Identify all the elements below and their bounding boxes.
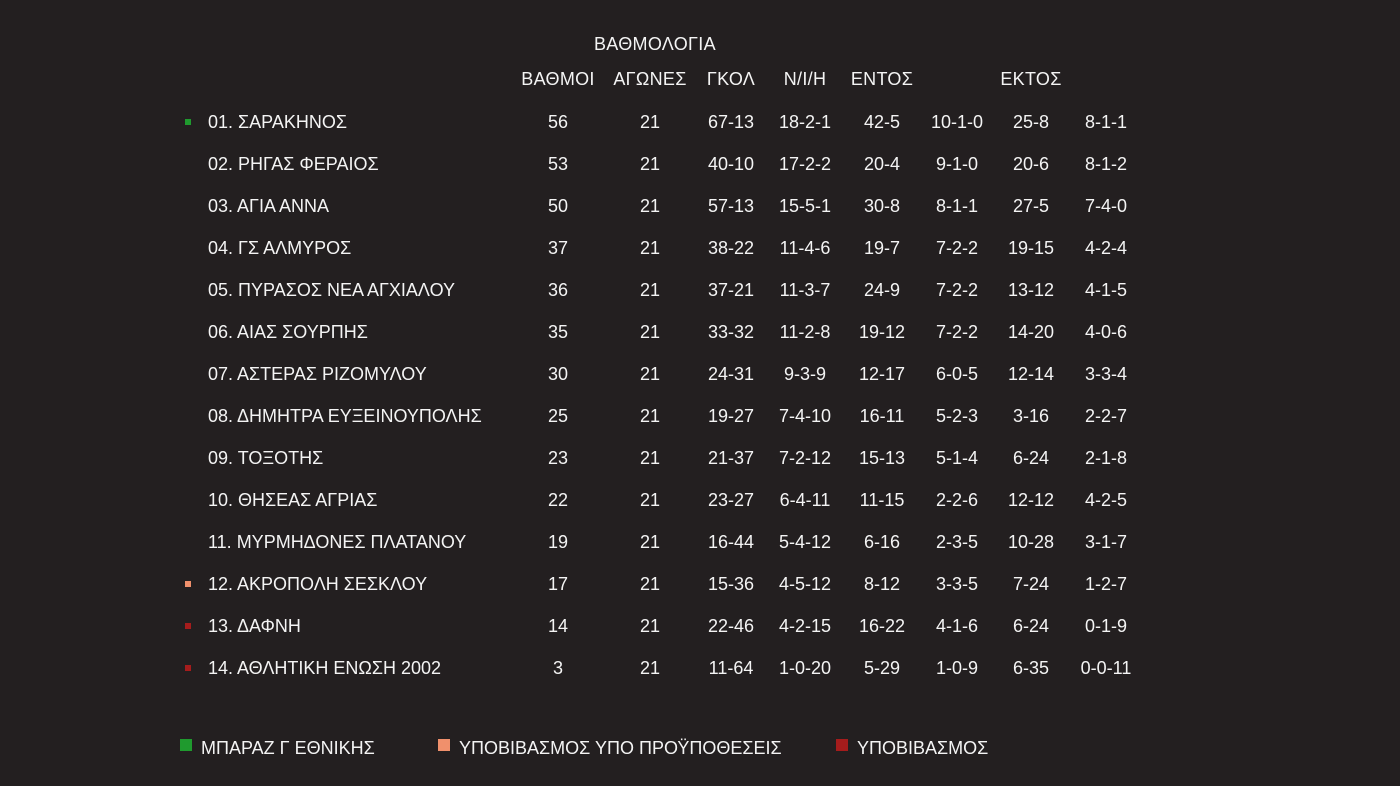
header-goals: ΓΚΟΛ bbox=[706, 69, 756, 89]
cell-goals: 22-46 bbox=[707, 616, 755, 636]
cell-points: 50 bbox=[547, 196, 569, 216]
cell-away-record: 4-2-4 bbox=[1084, 238, 1128, 258]
cell-goals: 37-21 bbox=[707, 280, 755, 300]
cell-home-goals: 15-13 bbox=[858, 448, 906, 468]
cell-record: 9-3-9 bbox=[783, 364, 827, 384]
table-row bbox=[0, 611, 1400, 641]
table-row bbox=[0, 359, 1400, 389]
team-name: 05. ΠΥΡΑΣΟΣ ΝΕΑ ΑΓΧΙΑΛΟΥ bbox=[208, 280, 455, 300]
cell-games: 21 bbox=[639, 616, 661, 636]
table-row bbox=[0, 107, 1400, 137]
cell-points: 22 bbox=[547, 490, 569, 510]
cell-away-goals: 3-16 bbox=[1012, 406, 1050, 426]
cell-away-goals: 6-35 bbox=[1012, 658, 1050, 678]
cell-home-record: 7-2-2 bbox=[935, 322, 979, 342]
cell-games: 21 bbox=[639, 112, 661, 132]
cell-points: 19 bbox=[547, 532, 569, 552]
cell-goals: 38-22 bbox=[707, 238, 755, 258]
cell-goals: 21-37 bbox=[707, 448, 755, 468]
cell-home-record: 2-3-5 bbox=[935, 532, 979, 552]
cell-away-record: 7-4-0 bbox=[1084, 196, 1128, 216]
team-name: 03. ΑΓΙΑ ΑΝΝΑ bbox=[208, 196, 329, 216]
cell-record: 7-4-10 bbox=[778, 406, 832, 426]
cell-home-goals: 19-12 bbox=[858, 322, 906, 342]
cell-games: 21 bbox=[639, 490, 661, 510]
cell-record: 18-2-1 bbox=[778, 112, 832, 132]
cell-away-goals: 12-12 bbox=[1007, 490, 1055, 510]
table-row bbox=[0, 149, 1400, 179]
cell-away-goals: 20-6 bbox=[1012, 154, 1050, 174]
cell-away-record: 3-1-7 bbox=[1084, 532, 1128, 552]
cell-games: 21 bbox=[639, 448, 661, 468]
cell-home-goals: 24-9 bbox=[863, 280, 901, 300]
cell-record: 11-2-8 bbox=[779, 322, 831, 342]
cell-points: 37 bbox=[547, 238, 569, 258]
cell-away-goals: 6-24 bbox=[1012, 616, 1050, 636]
team-name: 08. ΔΗΜΗΤΡΑ ΕΥΞΕΙΝΟΥΠΟΛΗΣ bbox=[208, 406, 482, 426]
team-name: 01. ΣΑΡΑΚΗΝΟΣ bbox=[208, 112, 347, 132]
team-name: 04. ΓΣ ΑΛΜΥΡΟΣ bbox=[208, 238, 352, 258]
cell-away-goals: 10-28 bbox=[1007, 532, 1055, 552]
table-row bbox=[0, 443, 1400, 473]
cell-points: 23 bbox=[547, 448, 569, 468]
cell-home-goals: 6-16 bbox=[863, 532, 901, 552]
cell-home-record: 5-2-3 bbox=[935, 406, 979, 426]
legend-label: ΥΠΟΒΙΒΑΣΜΟΣ ΥΠΟ ΠΡΟΫΠΟΘΕΣΕΙΣ bbox=[459, 738, 782, 758]
table-row bbox=[0, 275, 1400, 305]
cell-home-goals: 8-12 bbox=[863, 574, 901, 594]
cell-away-record: 3-3-4 bbox=[1084, 364, 1128, 384]
cell-away-goals: 25-8 bbox=[1012, 112, 1050, 132]
team-name: 13. ΔΑΦΝΗ bbox=[208, 616, 301, 636]
table-row bbox=[0, 191, 1400, 221]
cell-games: 21 bbox=[639, 574, 661, 594]
table-row bbox=[0, 401, 1400, 431]
cell-away-goals: 14-20 bbox=[1007, 322, 1055, 342]
cell-points: 25 bbox=[547, 406, 569, 426]
cell-goals: 23-27 bbox=[707, 490, 755, 510]
header-home: ΕΝΤΟΣ bbox=[850, 69, 914, 89]
cell-points: 36 bbox=[547, 280, 569, 300]
cell-away-goals: 6-24 bbox=[1012, 448, 1050, 468]
cell-games: 21 bbox=[639, 238, 661, 258]
cell-points: 56 bbox=[547, 112, 569, 132]
cell-home-record: 7-2-2 bbox=[935, 238, 979, 258]
cell-points: 17 bbox=[547, 574, 569, 594]
cell-goals: 19-27 bbox=[707, 406, 755, 426]
cell-goals: 24-31 bbox=[707, 364, 755, 384]
cell-home-record: 2-2-6 bbox=[935, 490, 979, 510]
cell-away-record: 0-1-9 bbox=[1084, 616, 1128, 636]
legend-label: ΜΠΑΡΑΖ Γ ΕΘΝΙΚΗΣ bbox=[201, 738, 375, 758]
cell-record: 4-2-15 bbox=[778, 616, 832, 636]
cell-goals: 11-64 bbox=[708, 658, 754, 678]
cell-home-record: 8-1-1 bbox=[935, 196, 979, 216]
cell-record: 15-5-1 bbox=[778, 196, 832, 216]
cell-home-goals: 5-29 bbox=[863, 658, 901, 678]
cell-away-goals: 7-24 bbox=[1012, 574, 1050, 594]
cell-home-goals: 30-8 bbox=[863, 196, 901, 216]
cell-away-goals: 27-5 bbox=[1012, 196, 1050, 216]
cell-home-goals: 16-11 bbox=[859, 406, 905, 426]
cell-away-record: 1-2-7 bbox=[1084, 574, 1128, 594]
legend-swatch-icon bbox=[438, 739, 450, 751]
cell-away-record: 0-0-11 bbox=[1080, 658, 1132, 678]
header-games: ΑΓΩΝΕΣ bbox=[613, 69, 687, 89]
conditional-relegation-marker-icon bbox=[185, 581, 191, 587]
table-row bbox=[0, 653, 1400, 683]
cell-goals: 33-32 bbox=[707, 322, 755, 342]
legend-swatch-icon bbox=[180, 739, 192, 751]
cell-away-record: 8-1-2 bbox=[1084, 154, 1128, 174]
team-name: 09. ΤΟΞΟΤΗΣ bbox=[208, 448, 324, 468]
cell-home-goals: 11-15 bbox=[859, 490, 905, 510]
cell-record: 17-2-2 bbox=[778, 154, 832, 174]
team-name: 10. ΘΗΣΕΑΣ ΑΓΡΙΑΣ bbox=[208, 490, 378, 510]
cell-points: 3 bbox=[552, 658, 564, 678]
cell-record: 11-4-6 bbox=[779, 238, 831, 258]
cell-record: 1-0-20 bbox=[778, 658, 832, 678]
header-record: Ν/Ι/Η bbox=[783, 69, 827, 89]
cell-goals: 15-36 bbox=[707, 574, 755, 594]
relegation-marker-icon bbox=[185, 665, 191, 671]
cell-record: 6-4-11 bbox=[779, 490, 831, 510]
promotion-marker-icon bbox=[185, 119, 191, 125]
table-row bbox=[0, 317, 1400, 347]
cell-games: 21 bbox=[639, 280, 661, 300]
cell-games: 21 bbox=[639, 154, 661, 174]
table-row bbox=[0, 569, 1400, 599]
table-row bbox=[0, 233, 1400, 263]
cell-games: 21 bbox=[639, 364, 661, 384]
cell-points: 53 bbox=[547, 154, 569, 174]
team-name: 02. ΡΗΓΑΣ ΦΕΡΑΙΟΣ bbox=[208, 154, 379, 174]
cell-away-record: 4-0-6 bbox=[1084, 322, 1128, 342]
table-row bbox=[0, 485, 1400, 515]
cell-away-goals: 12-14 bbox=[1007, 364, 1055, 384]
relegation-marker-icon bbox=[185, 623, 191, 629]
cell-home-goals: 20-4 bbox=[863, 154, 901, 174]
team-name: 07. ΑΣΤΕΡΑΣ ΡΙΖΟΜΥΛΟΥ bbox=[208, 364, 427, 384]
cell-points: 35 bbox=[547, 322, 569, 342]
cell-home-record: 10-1-0 bbox=[930, 112, 984, 132]
cell-home-record: 5-1-4 bbox=[935, 448, 979, 468]
team-name: 14. ΑΘΛΗΤΙΚΗ ΕΝΩΣΗ 2002 bbox=[208, 658, 441, 678]
cell-away-record: 8-1-1 bbox=[1084, 112, 1128, 132]
cell-home-goals: 16-22 bbox=[858, 616, 906, 636]
cell-goals: 57-13 bbox=[707, 196, 755, 216]
cell-games: 21 bbox=[639, 532, 661, 552]
table-row bbox=[0, 527, 1400, 557]
cell-record: 7-2-12 bbox=[778, 448, 832, 468]
team-name: 12. ΑΚΡΟΠΟΛΗ ΣΕΣΚΛΟΥ bbox=[208, 574, 428, 594]
cell-home-record: 3-3-5 bbox=[935, 574, 979, 594]
cell-home-record: 9-1-0 bbox=[935, 154, 979, 174]
cell-home-goals: 19-7 bbox=[863, 238, 901, 258]
team-name: 11. ΜΥΡΜΗΔΟΝΕΣ ΠΛΑΤΑΝΟΥ bbox=[208, 532, 467, 552]
cell-home-goals: 42-5 bbox=[863, 112, 901, 132]
team-name: 06. ΑΙΑΣ ΣΟΥΡΠΗΣ bbox=[208, 322, 368, 342]
legend-label: ΥΠΟΒΙΒΑΣΜΟΣ bbox=[857, 738, 989, 758]
cell-goals: 67-13 bbox=[707, 112, 755, 132]
header-points: ΒΑΘΜΟΙ bbox=[521, 69, 595, 89]
cell-home-record: 1-0-9 bbox=[935, 658, 979, 678]
cell-home-record: 6-0-5 bbox=[935, 364, 979, 384]
cell-away-record: 2-1-8 bbox=[1084, 448, 1128, 468]
cell-home-goals: 12-17 bbox=[858, 364, 906, 384]
cell-games: 21 bbox=[639, 322, 661, 342]
cell-home-record: 7-2-2 bbox=[935, 280, 979, 300]
header-away: ΕΚΤΟΣ bbox=[1000, 69, 1062, 89]
cell-record: 5-4-12 bbox=[778, 532, 832, 552]
cell-games: 21 bbox=[639, 658, 661, 678]
cell-goals: 40-10 bbox=[707, 154, 755, 174]
cell-games: 21 bbox=[639, 196, 661, 216]
legend-swatch-icon bbox=[836, 739, 848, 751]
cell-record: 4-5-12 bbox=[778, 574, 832, 594]
cell-goals: 16-44 bbox=[707, 532, 755, 552]
cell-away-record: 2-2-7 bbox=[1084, 406, 1128, 426]
cell-away-goals: 19-15 bbox=[1007, 238, 1055, 258]
cell-record: 11-3-7 bbox=[779, 280, 831, 300]
cell-away-record: 4-1-5 bbox=[1084, 280, 1128, 300]
cell-points: 14 bbox=[547, 616, 569, 636]
table-title: ΒΑΘΜΟΛΟΓΙΑ bbox=[594, 34, 716, 54]
cell-home-record: 4-1-6 bbox=[935, 616, 979, 636]
cell-points: 30 bbox=[547, 364, 569, 384]
cell-away-goals: 13-12 bbox=[1007, 280, 1055, 300]
cell-away-record: 4-2-5 bbox=[1084, 490, 1128, 510]
cell-games: 21 bbox=[639, 406, 661, 426]
